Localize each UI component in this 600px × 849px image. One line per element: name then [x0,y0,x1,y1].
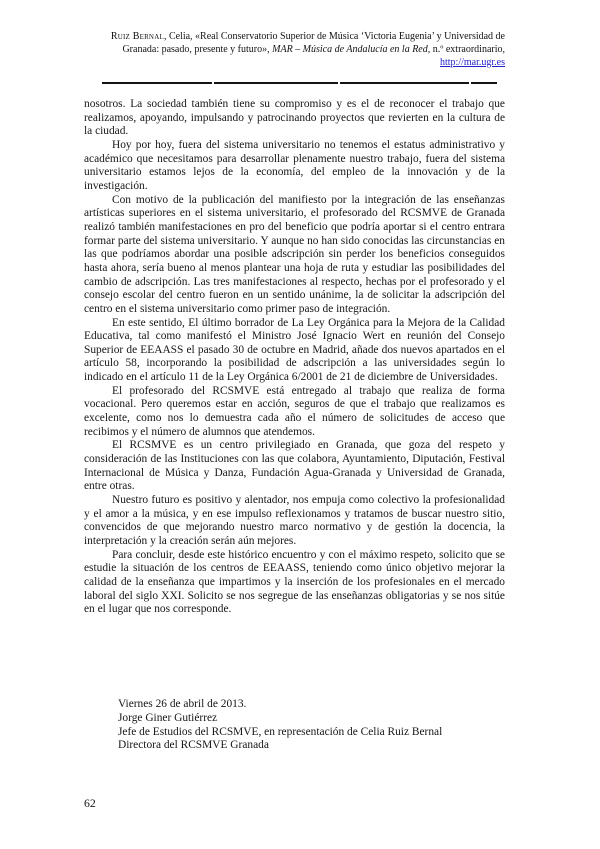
signature-block [118,698,442,753]
signature-date: Viernes 26 de abril de 2013. [118,698,247,710]
body-paragraph: Para concluir, desde este histórico encuentro y con el máximo respeto, solicito que se estudie la situación de los centros de EEAASS, teniendo como único objetivo mejorar la calidad de la enseñanza que impartimos y la inserción de los profesionales en el mercado laboral del siglo XXI. Solicito se nos segregue de las enseñanzas obligatorias y se nos sitúe en el lugar que nos corresponde. [84,548,505,616]
body-paragraph: El profesorado del RCSMVE está entregado al trabajo que realiza de forma vocacional. Pero queremos estar en acción, seguros de que el trabajo que realizamos es excelente, como nos lo demuestra cada año el número de solicitudes de acceso que recibimos y el número de alumnos que atendemos. [84,384,505,438]
header-rule [102,82,498,84]
body-paragraph: Nuestro futuro es positivo y alentador, nos empuja como colectivo la profesionalidad y el amor a la música, y en ese impulso reflexionamos y tratamos de buscar nuestro sitio, convencidos de que mejorando nuestro marco normativo y de gestión la docencia, la interpretación y la creación serán aún mejores. [84,494,505,547]
author-name: Ruiz Bernal [110,31,164,42]
body-paragraph: El RCSMVE es un centro privilegiado en Granada, que goza del respeto y consideración de las Instituciones con las que colabora, Ayuntamiento, Diputación, Festival Internacional de Música y Danza, Fundación Agua-Granada y Universidad de Granada, entre otras. [84,439,505,493]
article-body [84,98,505,617]
page-number: 62 [84,796,96,810]
body-paragraph: Con motivo de la publicación del manifiesto por la integración de las enseñanzas artísticas superiores en el sistema universitario, el profesorado del RCSMVE de Granada realizó también manifestaciones en pro del beneficio que podría aportar si el centro entrara formar parte del sistema universitario. Y aunque no han sido conocidas las circunstancias en las que podríamos abordar una posible adscripción sin perder los beneficios conseguidos hasta ahora, sería bueno al menos plantear una hoja de ruta y estudiar las posibilidades del cambio de adscripción. Las tres manifestaciones al respecto, hechas por el profesorado y el consejo escolar del centro fueron en un sentido unánime, la de solicitar la adscripción del centro en el sistema universitario como primer paso de integración. [84,193,505,315]
rule-segment [471,82,497,84]
citation-header [84,30,505,69]
rule-segment [340,82,469,84]
signature-role: Jefe de Estudios del RCSMVE, en representación de Celia Ruiz Bernal [118,725,443,738]
issue-info: , n.º extraordinario, [427,44,505,55]
citation-text: , Celia, «Real Conservatorio Superior de Música ‘Victoria Eugenia’ y Universidad de Granada: pasado, presente y futuro», [122,31,505,55]
body-paragraph: En este sentido, El último borrador de La Ley Orgánica para la Mejora de la Calidad Educativa, tal como manifestó el Ministro José Ignacio Wert en reunión del Consejo Superior de EEAASS el pasado 30 de octubre en Madrid, añade dos nuevos apartados en el artículo 58, incorporando la posibilidad de adscripción a las universidades según lo indicado en el artículo 11 de la Ley Orgánica 6/2001 de 21 de diciembre de Universidades. [84,316,505,384]
rule-segment [102,82,212,84]
journal-link[interactable]: http://mar.ugr.es [440,57,505,68]
signature-director: Directora del RCSMVE Granada [118,739,269,752]
journal-title: MAR – Música de Andalucía en la Red [272,44,428,55]
body-paragraph: nosotros. La sociedad también tiene su compromiso y es el de reconocer el trabajo que realizamos, apoyando, impulsando y patrocinando proyectos que revierten en la cultura de la ciudad. [84,98,505,138]
body-paragraph: Hoy por hoy, fuera del sistema universitario no tenemos el estatus administrativo y académico que necesitamos para desarrollar plenamente nuestro trabajo, fuera del sistema universitario estamos lejos de la economía, del empleo de la innovación y de la investigación. [84,138,505,192]
rule-segment [214,82,338,84]
signature-name: Jorge Giner Gutiérrez [118,711,218,724]
